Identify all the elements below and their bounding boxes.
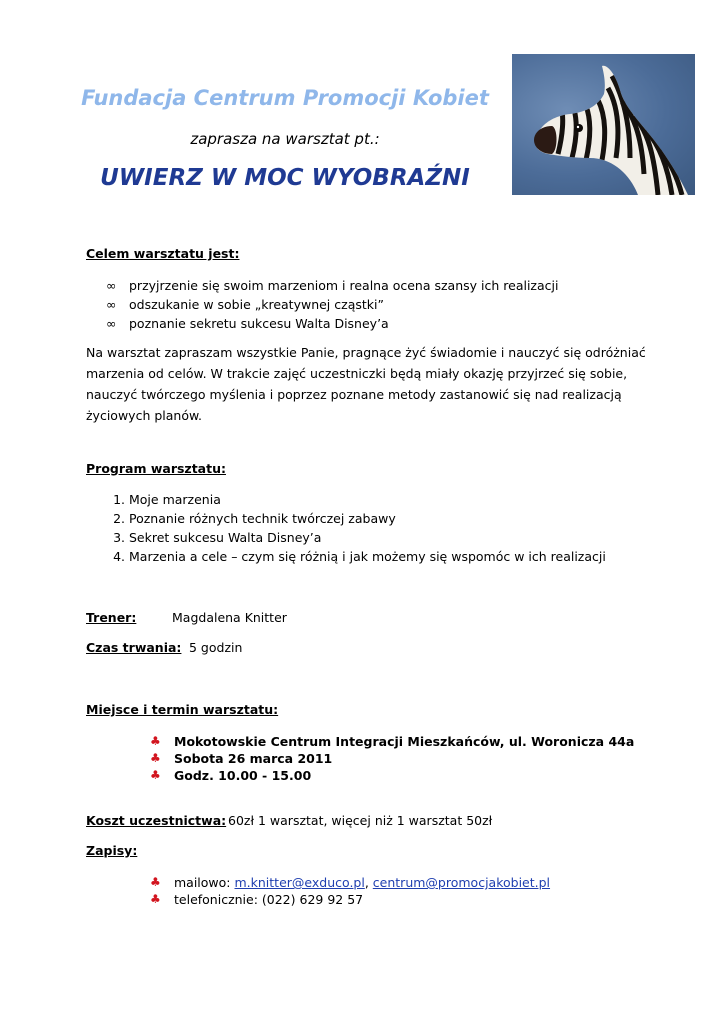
trainer-name: Magdalena Knitter — [172, 610, 287, 625]
phone-contact: telefonicznie: (022) 629 92 57 — [174, 892, 364, 907]
program-list — [86, 490, 724, 566]
duration-value: 5 godzin — [189, 640, 243, 655]
duration-label: Czas trwania: — [86, 640, 182, 655]
email-separator: , — [364, 875, 369, 890]
organization-title: Fundacja Centrum Promocji Kobiet — [81, 86, 489, 110]
list-item — [150, 874, 690, 891]
list-item: 1. Moje marzenia — [129, 490, 724, 509]
list-item: 4. Marzenia a cele – czym się różnią i jak możemy się wspomóc w ich realizacji — [129, 547, 724, 566]
cost-value: 60zł 1 warsztat, więcej niż 1 warsztat 50zł — [228, 813, 493, 828]
list-item: ∞ przyjrzenie się swoim marzeniom i realna ocena szansy ich realizacji — [106, 278, 559, 293]
list-item: ∞ odszukanie w sobie „kreatywnej cząstki” — [106, 297, 384, 312]
list-item: ♣ Sobota 26 marca 2011 — [150, 751, 333, 766]
goals-list — [86, 276, 646, 333]
zebra-hand-photo — [512, 54, 695, 195]
intro-paragraph: Na warsztat zapraszam wszystkie Panie, pragnące żyć świadomie i nauczyć się odróżniać marzenia od celów. W trakcie zajęć uczestniczki będą miały okazję przyjrzeć się sobie, nauczyć twórczego myślenia i poprzez poznane metody zastanowić się nad realizacją życiowych planów. — [86, 345, 646, 423]
club-bullet-icon: ♣ — [150, 892, 161, 906]
email-link-centrum[interactable]: centrum@promocjakobiet.pl — [372, 875, 551, 890]
signup-list — [150, 874, 690, 908]
list-item: ♣ Mokotowskie Centrum Integracji Mieszkańców, ul. Woronicza 44a — [150, 734, 635, 749]
goals-heading: Celem warsztatu jest: — [86, 246, 240, 261]
trainer-label: Trener: — [86, 610, 137, 625]
infinity-bullet-icon: ∞ — [106, 278, 117, 293]
cost-label: Koszt uczestnictwa: — [86, 813, 227, 828]
email-prefix: mailowo: — [174, 875, 231, 890]
email-link-knitter[interactable]: m.knitter@exduco.pl — [234, 875, 365, 890]
venue-heading: Miejsce i termin warsztatu: — [86, 702, 279, 717]
program-heading: Program warsztatu: — [86, 461, 226, 476]
club-bullet-icon: ♣ — [150, 768, 161, 782]
club-bullet-icon: ♣ — [150, 734, 161, 748]
club-bullet-icon: ♣ — [150, 875, 161, 889]
infinity-bullet-icon: ∞ — [106, 297, 117, 312]
invitation-line: zaprasza na warsztat pt.: — [190, 130, 380, 148]
venue-list — [150, 733, 690, 784]
list-item: 3. Sekret sukcesu Walta Disney’a — [129, 528, 724, 547]
club-bullet-icon: ♣ — [150, 751, 161, 765]
list-item: 2. Poznanie różnych technik twórczej zabawy — [129, 509, 724, 528]
list-item: ♣ Godz. 10.00 - 15.00 — [150, 768, 312, 783]
infinity-bullet-icon: ∞ — [106, 316, 117, 331]
list-item: ∞ poznanie sekretu sukcesu Walta Disney’a — [106, 316, 389, 331]
workshop-title: UWIERZ W MOC WYOBRAŹNI — [100, 165, 470, 191]
signup-heading: Zapisy: — [86, 843, 138, 858]
list-item — [150, 891, 690, 908]
zebra-hand-illustration — [512, 54, 695, 195]
